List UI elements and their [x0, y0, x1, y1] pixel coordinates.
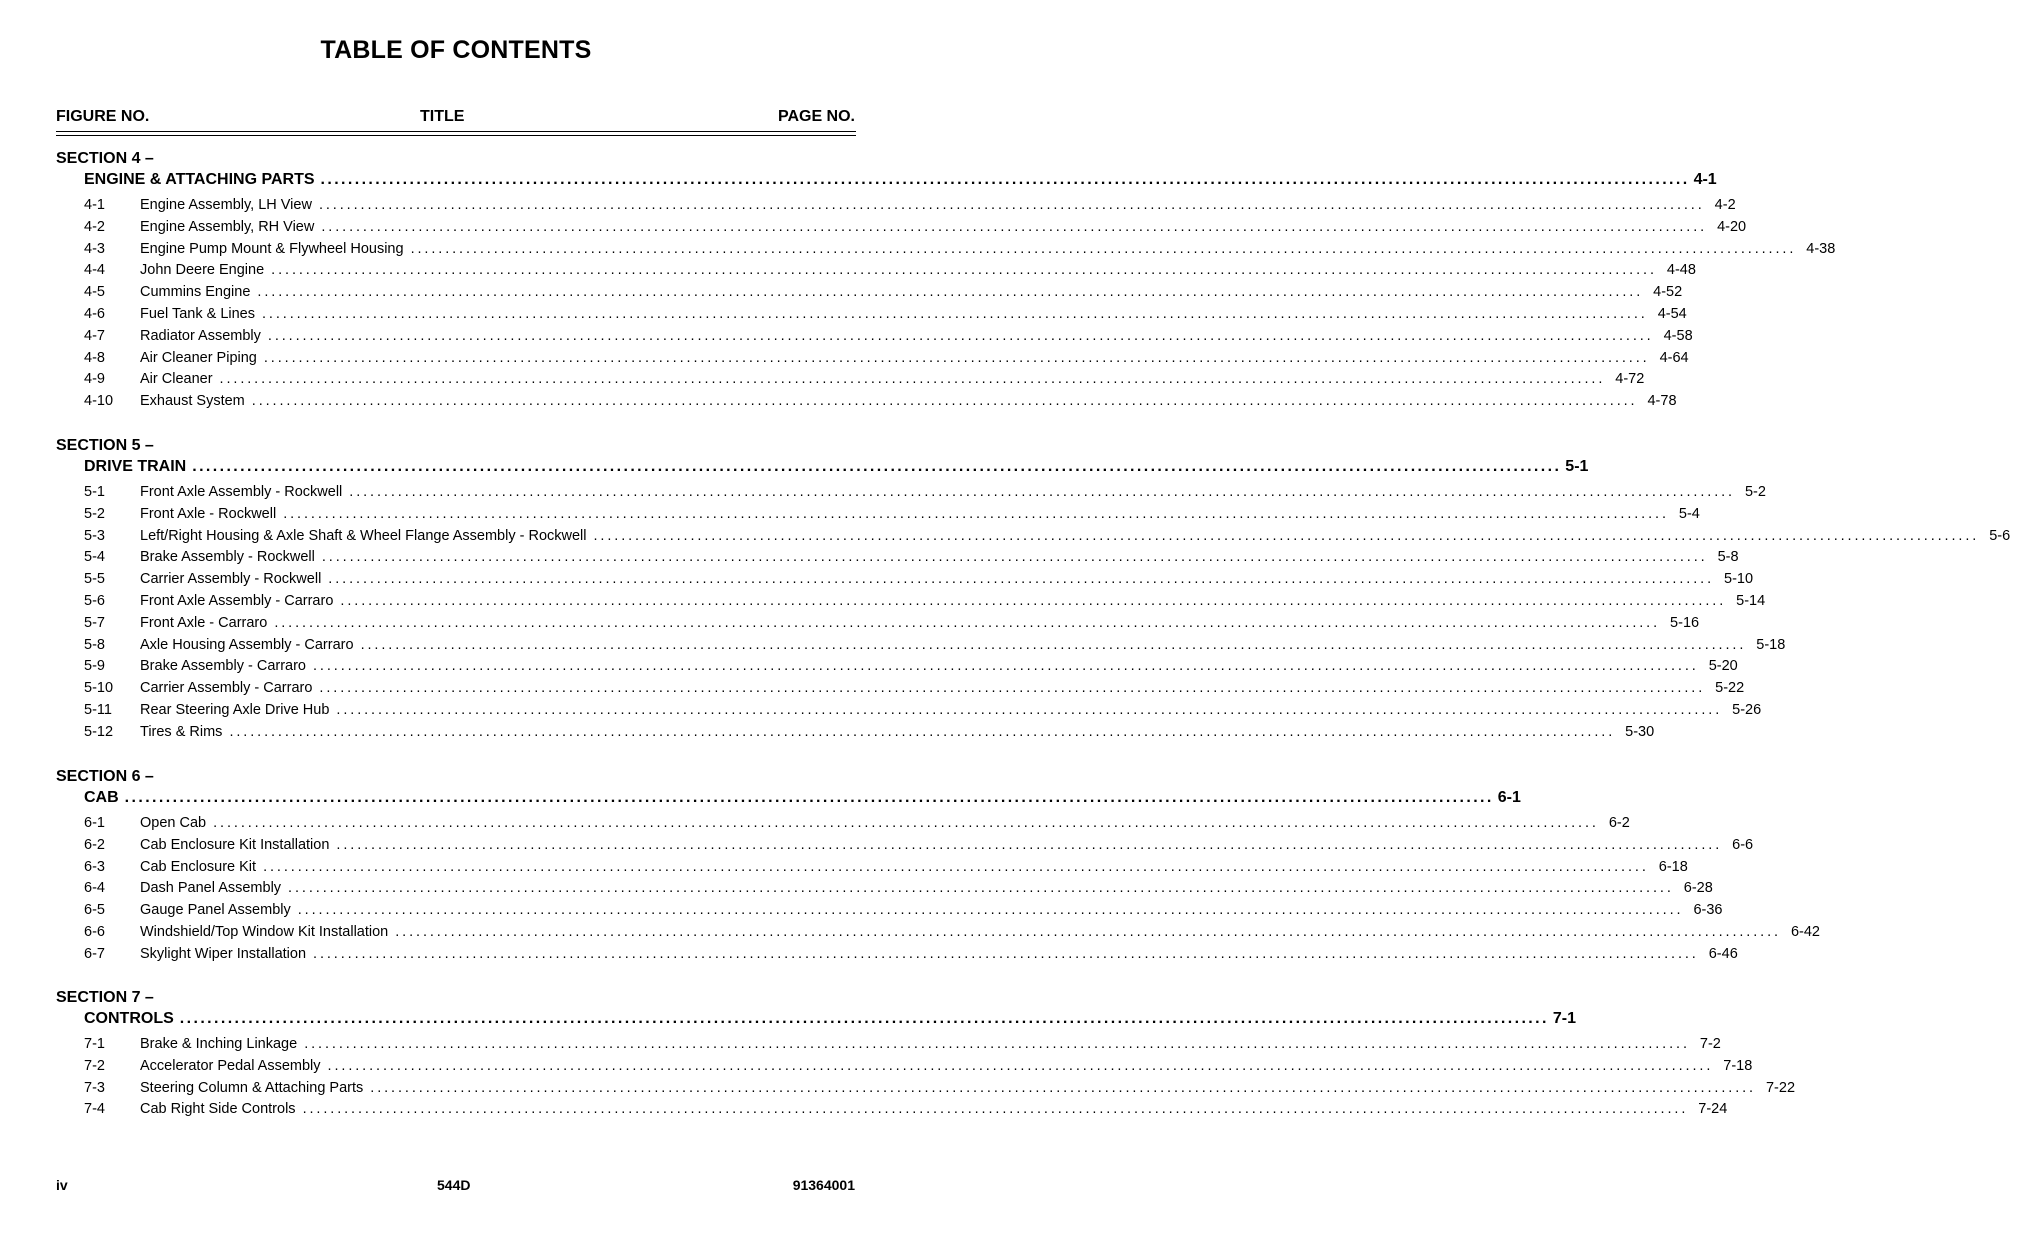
figure-title: Front Axle - Carraro — [140, 614, 268, 631]
figure-title: Windshield/Top Window Kit Installation — [140, 924, 389, 940]
figure-number: 5-6 — [84, 593, 105, 609]
page-title: TABLE OF CONTENTS — [320, 36, 592, 64]
figure-title: Skylight Wiper Installation — [140, 945, 307, 962]
footer-page-number: iv — [56, 1177, 68, 1193]
figure-title: Engine Assembly, RH View — [140, 218, 315, 235]
page-number: 4-54 — [1657, 306, 1687, 322]
page-number: 4-72 — [1615, 371, 1645, 388]
figure-number: 4-6 — [84, 306, 105, 322]
figure-number: 6-2 — [84, 836, 105, 853]
page-number: 6-6 — [1732, 836, 1754, 853]
dot-leader: ........................................................................................................................................................................................................ — [340, 593, 1727, 609]
page-number: 4-48 — [1666, 262, 1696, 279]
figure-number: 5-9 — [84, 658, 105, 675]
figure-title: Engine Pump Mount & Flywheel Housing — [140, 240, 404, 257]
figure-number: 4-7 — [84, 327, 105, 344]
page-number: 4-2 — [1714, 197, 1736, 213]
dot-leader: ........................................................................................................................................................................................................ — [313, 945, 1699, 962]
figure-number: 5-4 — [84, 549, 105, 566]
figure-number: 5-2 — [84, 505, 105, 522]
figure-title: Fuel Tank & Lines — [140, 306, 255, 322]
figure-number: 6-1 — [84, 815, 105, 831]
toc-entry[interactable] — [84, 658, 1738, 678]
page-number: 5-22 — [1715, 680, 1745, 697]
figure-number: 6-6 — [84, 924, 105, 940]
figure-title: Carrier Assembly - Rockwell — [140, 571, 322, 588]
section-heading: SECTION 4 – — [56, 150, 154, 167]
dot-leader: ........................................................................................................................................................................................................ — [219, 371, 1606, 388]
figure-title: Carrier Assembly - Carraro — [140, 680, 313, 697]
page-no-column-header: PAGE NO. — [777, 108, 855, 125]
toc-entry[interactable] — [84, 197, 1736, 217]
section-heading: SECTION 5 – — [56, 437, 154, 454]
figure-number: 7-1 — [84, 1036, 105, 1052]
page-number: 5-10 — [1724, 571, 1754, 588]
figure-title: Air Cleaner — [140, 371, 213, 388]
figure-title: Tires & Rims — [140, 723, 223, 740]
page-number: 5-26 — [1732, 702, 1762, 718]
page-number: 4-64 — [1659, 349, 1689, 366]
figure-number: 5-3 — [84, 527, 105, 544]
toc-entry[interactable] — [84, 1036, 1721, 1056]
dot-leader: ........................................................................................................................................................................................................ — [328, 571, 1715, 588]
page-number: 6-36 — [1693, 902, 1723, 919]
section-title-line[interactable] — [84, 789, 1521, 807]
dot-leader: ........................................................................................................................................................................................................ — [304, 1036, 1690, 1052]
figure-number: 7-4 — [84, 1101, 105, 1118]
dot-leader: ........................................................................................................................................................................................................ — [327, 1057, 1714, 1074]
toc-entry[interactable] — [84, 218, 1747, 239]
figure-number: 4-5 — [84, 284, 105, 301]
figure-title: Gauge Panel Assembly — [140, 902, 291, 919]
page-number: 6-28 — [1683, 880, 1713, 897]
figure-number: 4-2 — [84, 218, 105, 235]
page-number: 5-6 — [1989, 527, 2011, 544]
toc-entry[interactable] — [84, 880, 1713, 900]
toc-entry[interactable] — [84, 1057, 1753, 1078]
page-number: 6-18 — [1658, 858, 1688, 875]
toc-entry[interactable] — [84, 484, 1766, 504]
page-number: 6-42 — [1790, 924, 1820, 940]
figure-title: Brake & Inching Linkage — [140, 1036, 298, 1052]
toc-entry[interactable] — [84, 836, 1754, 857]
figure-number: 6-3 — [84, 858, 105, 875]
figure-number: 5-10 — [84, 680, 114, 697]
figure-title: Accelerator Pedal Assembly — [140, 1057, 321, 1074]
toc-entry[interactable] — [84, 327, 1693, 348]
figure-number: 5-11 — [84, 702, 112, 718]
figure-number: 4-4 — [84, 262, 105, 279]
figure-title: Front Axle - Rockwell — [140, 505, 277, 522]
toc-entry[interactable] — [84, 636, 1786, 657]
figure-title: Front Axle Assembly - Carraro — [140, 593, 334, 609]
toc-entry[interactable] — [84, 505, 1700, 526]
figure-number: 7-2 — [84, 1057, 105, 1074]
dot-leader: ........................................................................................................................................................................................................ — [257, 284, 1644, 301]
figure-title: John Deere Engine — [140, 262, 265, 279]
toc-entry[interactable] — [84, 571, 1754, 591]
figure-title: Air Cleaner Piping — [140, 349, 257, 366]
page-number: 5-18 — [1756, 636, 1786, 653]
figure-title: Brake Assembly - Carraro — [140, 658, 306, 675]
dot-leader: ........................................................................................................................................................................................................ — [271, 262, 1657, 279]
page-number: 7-2 — [1699, 1036, 1721, 1052]
toc-entry[interactable] — [84, 1079, 1796, 1100]
page-number: 7-24 — [1698, 1101, 1728, 1118]
page-number: 5-14 — [1736, 593, 1766, 609]
header-rule-top — [56, 131, 856, 132]
page-number: 5-20 — [1708, 658, 1738, 675]
toc-entry[interactable] — [84, 371, 1645, 391]
dot-leader: ........................................................................................................................................................................................................ — [251, 393, 1638, 410]
section-heading: SECTION 6 – — [56, 768, 154, 785]
figure-number: 6-4 — [84, 880, 105, 897]
toc-entry[interactable] — [84, 349, 1689, 370]
figure-number: 5-12 — [84, 723, 114, 740]
toc-entry[interactable] — [84, 393, 1677, 413]
footer-model: 544D — [437, 1177, 471, 1193]
toc-entry[interactable] — [84, 680, 1745, 700]
figure-number: 4-1 — [84, 197, 105, 213]
figure-title: Exhaust System — [140, 393, 245, 410]
toc-entry[interactable] — [84, 858, 1688, 879]
toc-entry[interactable] — [84, 723, 1655, 744]
dot-leader: ........................................................................................................................................................................................................ — [360, 636, 1747, 653]
figure-number: 5-8 — [84, 636, 105, 653]
page-number: 4-52 — [1653, 284, 1683, 301]
dot-leader: ........................................................................................................................................................................................................ — [320, 171, 1690, 188]
toc-entry[interactable] — [84, 902, 1723, 922]
page-number: 5-2 — [1744, 484, 1766, 500]
section-title: DRIVE TRAIN — [84, 458, 187, 475]
dot-leader: ........................................................................................................................................................................................................ — [192, 458, 1562, 475]
dot-leader: ........................................................................................................................................................................................................ — [229, 723, 1616, 740]
page-number: 5-16 — [1670, 614, 1700, 631]
dot-leader: ........................................................................................................................................................................................................ — [302, 1101, 1689, 1118]
page-number: 6-2 — [1608, 815, 1630, 831]
figure-title: Cab Enclosure Kit Installation — [140, 836, 330, 853]
section-page: 7-1 — [1552, 1010, 1576, 1027]
section-page: 4-1 — [1693, 171, 1717, 188]
page-number: 5-8 — [1717, 549, 1739, 566]
dot-leader: ........................................................................................................................................................................................................ — [263, 349, 1650, 366]
figure-title: Brake Assembly - Rockwell — [140, 549, 315, 566]
toc-entry[interactable] — [84, 240, 1836, 261]
toc-entry[interactable] — [84, 593, 1766, 613]
figure-number: 4-9 — [84, 371, 105, 388]
toc-entry[interactable] — [84, 1101, 1728, 1121]
figure-title: Front Axle Assembly - Rockwell — [140, 484, 343, 500]
page-number: 4-78 — [1647, 393, 1677, 410]
section-title-line[interactable] — [84, 458, 1589, 476]
page-number: 6-46 — [1708, 945, 1738, 962]
toc-entry[interactable] — [84, 924, 1820, 944]
dot-leader: ........................................................................................................................................................................................................ — [593, 527, 1980, 544]
section-page: 6-1 — [1497, 789, 1521, 806]
figure-no-column-header: FIGURE NO. — [56, 108, 150, 125]
figure-title: Cab Enclosure Kit — [140, 858, 257, 875]
dot-leader: ........................................................................................................................................................................................................ — [313, 658, 1699, 675]
dot-leader: ........................................................................................................................................................................................................ — [321, 549, 1708, 566]
figure-number: 4-8 — [84, 349, 105, 366]
toc-entry[interactable] — [84, 306, 1687, 326]
toc-entry[interactable] — [84, 549, 1739, 569]
toc-entry[interactable] — [84, 614, 1700, 635]
figure-number: 6-7 — [84, 945, 105, 962]
dot-leader: ........................................................................................................................................................................................................ — [124, 789, 1494, 806]
dot-leader: ........................................................................................................................................................................................................ — [349, 484, 1735, 500]
page-number: 4-58 — [1663, 327, 1693, 344]
dot-leader: ........................................................................................................................................................................................................ — [336, 836, 1723, 853]
dot-leader: ........................................................................................................................................................................................................ — [267, 327, 1654, 344]
figure-number: 7-3 — [84, 1079, 105, 1096]
dot-leader: ........................................................................................................................................................................................................ — [297, 902, 1684, 919]
page-number: 7-18 — [1723, 1057, 1753, 1074]
section-page: 5-1 — [1565, 458, 1589, 475]
figure-number: 5-1 — [84, 484, 105, 500]
dot-leader: ........................................................................................................................................................................................................ — [283, 505, 1669, 522]
dot-leader: ........................................................................................................................................................................................................ — [395, 924, 1781, 940]
page-number: 7-22 — [1765, 1079, 1796, 1096]
section-heading: SECTION 7 – — [56, 989, 154, 1006]
section-title: CONTROLS — [84, 1010, 174, 1027]
figure-number: 5-7 — [84, 614, 105, 631]
header-rule-bottom — [56, 135, 856, 136]
footer-doc-number: 91364001 — [792, 1177, 855, 1193]
toc-entry[interactable] — [84, 262, 1696, 282]
dot-leader: ........................................................................................................................................................................................................ — [288, 880, 1674, 897]
figure-number: 5-5 — [84, 571, 105, 588]
figure-title: Steering Column & Attaching Parts — [140, 1079, 364, 1096]
dot-leader: ........................................................................................................................................................................................................ — [213, 815, 1599, 831]
figure-title: Engine Assembly, LH View — [140, 197, 312, 213]
page-number: 4-20 — [1717, 218, 1747, 235]
figure-number: 4-10 — [84, 393, 114, 410]
toc-entry[interactable] — [84, 284, 1683, 304]
dot-leader: ........................................................................................................................................................................................................ — [262, 306, 1648, 322]
page-number: 4-38 — [1806, 240, 1836, 257]
dot-leader: ........................................................................................................................................................................................................ — [370, 1079, 1756, 1096]
page-number: 5-30 — [1625, 723, 1655, 740]
section-title: ENGINE & ATTACHING PARTS — [84, 171, 315, 188]
dot-leader: ........................................................................................................................................................................................................ — [410, 240, 1797, 257]
dot-leader: ........................................................................................................................................................................................................ — [319, 680, 1706, 697]
toc-entry[interactable] — [84, 945, 1738, 966]
dot-leader: ........................................................................................................................................................................................................ — [263, 858, 1649, 875]
figure-title: Axle Housing Assembly - Carraro — [140, 636, 354, 653]
section-title-line[interactable] — [84, 1010, 1576, 1028]
figure-title: Radiator Assembly — [140, 327, 261, 344]
page-number: 5-4 — [1678, 505, 1700, 522]
section-title: CAB — [84, 789, 119, 806]
dot-leader: ........................................................................................................................................................................................................ — [321, 218, 1708, 235]
dot-leader: ........................................................................................................................................................................................................ — [274, 614, 1661, 631]
toc-entry[interactable] — [84, 702, 1762, 722]
dot-leader: ........................................................................................................................................................................................................ — [318, 197, 1705, 213]
section-title-line[interactable] — [84, 171, 1717, 189]
figure-number: 6-5 — [84, 902, 105, 919]
figure-title: Open Cab — [140, 815, 207, 831]
toc-entry[interactable] — [84, 527, 2011, 548]
figure-title: Left/Right Housing & Axle Shaft & Wheel Flange Assembly - Rockwell — [140, 527, 587, 544]
figure-number: 4-3 — [84, 240, 105, 257]
figure-title: Cummins Engine — [140, 284, 251, 301]
figure-title: Rear Steering Axle Drive Hub — [140, 702, 330, 718]
figure-title: Dash Panel Assembly — [140, 880, 282, 897]
dot-leader: ........................................................................................................................................................................................................ — [336, 702, 1723, 718]
toc-entry[interactable] — [84, 815, 1630, 835]
title-column-header: TITLE — [420, 108, 465, 125]
figure-title: Cab Right Side Controls — [140, 1101, 296, 1118]
dot-leader: ........................................................................................................................................................................................................ — [179, 1010, 1549, 1027]
